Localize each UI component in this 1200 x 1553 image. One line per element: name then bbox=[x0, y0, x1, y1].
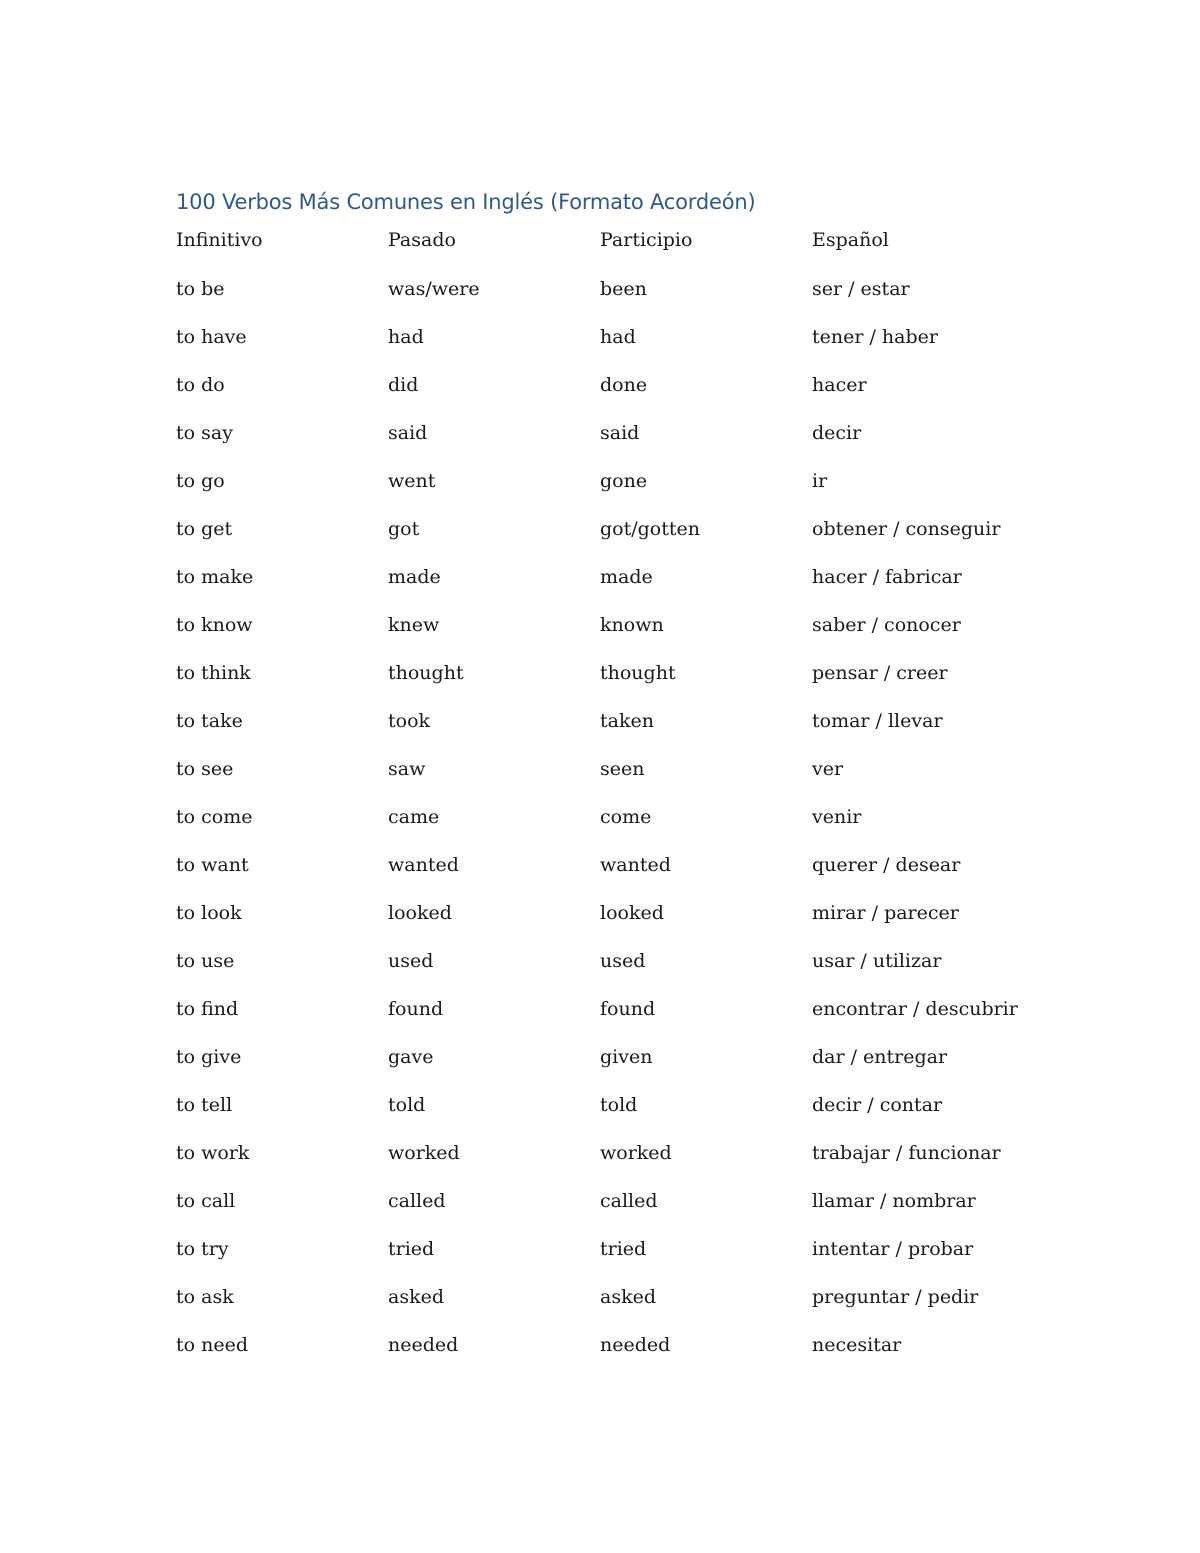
cell-participle: got/gotten bbox=[600, 518, 700, 540]
cell-spanish: mirar / parecer bbox=[812, 902, 959, 924]
cell-participle: taken bbox=[600, 710, 654, 732]
cell-spanish: intentar / probar bbox=[812, 1238, 974, 1260]
cell-spanish: saber / conocer bbox=[812, 614, 961, 636]
cell-participle: tried bbox=[600, 1238, 647, 1260]
cell-participle: seen bbox=[600, 758, 645, 780]
column-header-infinitive: Infinitivo bbox=[176, 229, 263, 251]
cell-spanish: ser / estar bbox=[812, 278, 910, 300]
cell-infinitive: to ask bbox=[176, 1286, 234, 1308]
cell-infinitive: to want bbox=[176, 854, 249, 876]
document-title: 100 Verbos Más Comunes en Inglés (Formato Acordeón) bbox=[176, 190, 756, 214]
cell-infinitive: to take bbox=[176, 710, 243, 732]
cell-past: wanted bbox=[388, 854, 459, 876]
cell-participle: said bbox=[600, 422, 640, 444]
cell-past: was/were bbox=[388, 278, 480, 300]
cell-past: told bbox=[388, 1094, 426, 1116]
table-row bbox=[176, 563, 1024, 611]
verb-rows bbox=[176, 275, 1024, 1379]
cell-participle: been bbox=[600, 278, 647, 300]
cell-infinitive: to go bbox=[176, 470, 225, 492]
cell-participle: called bbox=[600, 1190, 658, 1212]
cell-participle: thought bbox=[600, 662, 676, 684]
cell-past: found bbox=[388, 998, 444, 1020]
cell-spanish: ir bbox=[812, 470, 828, 492]
cell-spanish: llamar / nombrar bbox=[812, 1190, 976, 1212]
cell-infinitive: to think bbox=[176, 662, 251, 684]
cell-spanish: obtener / conseguir bbox=[812, 518, 1001, 540]
cell-infinitive: to look bbox=[176, 902, 242, 924]
cell-past: needed bbox=[388, 1334, 459, 1356]
cell-past: did bbox=[388, 374, 419, 396]
cell-participle: used bbox=[600, 950, 646, 972]
column-header-spanish: Español bbox=[812, 229, 889, 251]
cell-infinitive: to find bbox=[176, 998, 239, 1020]
column-header-participle: Participio bbox=[600, 229, 693, 251]
cell-spanish: pensar / creer bbox=[812, 662, 948, 684]
cell-past: saw bbox=[388, 758, 426, 780]
cell-infinitive: to come bbox=[176, 806, 253, 828]
table-row bbox=[176, 323, 1024, 371]
cell-participle: told bbox=[600, 1094, 638, 1116]
cell-spanish: hacer / fabricar bbox=[812, 566, 962, 588]
cell-infinitive: to have bbox=[176, 326, 247, 348]
cell-past: got bbox=[388, 518, 420, 540]
cell-past: knew bbox=[388, 614, 440, 636]
cell-participle: gone bbox=[600, 470, 648, 492]
cell-participle: made bbox=[600, 566, 653, 588]
cell-past: worked bbox=[388, 1142, 460, 1164]
cell-infinitive: to tell bbox=[176, 1094, 233, 1116]
cell-infinitive: to call bbox=[176, 1190, 236, 1212]
cell-participle: found bbox=[600, 998, 656, 1020]
table-row bbox=[176, 1139, 1024, 1187]
table-row bbox=[176, 1331, 1024, 1379]
cell-participle: looked bbox=[600, 902, 664, 924]
table-row bbox=[176, 659, 1024, 707]
table-row bbox=[176, 1283, 1024, 1331]
cell-participle: needed bbox=[600, 1334, 671, 1356]
cell-spanish: tomar / llevar bbox=[812, 710, 943, 732]
cell-past: looked bbox=[388, 902, 452, 924]
cell-past: took bbox=[388, 710, 431, 732]
cell-infinitive: to do bbox=[176, 374, 225, 396]
cell-past: thought bbox=[388, 662, 464, 684]
cell-past: came bbox=[388, 806, 440, 828]
cell-participle: given bbox=[600, 1046, 653, 1068]
cell-participle: asked bbox=[600, 1286, 656, 1308]
cell-infinitive: to give bbox=[176, 1046, 242, 1068]
cell-infinitive: to say bbox=[176, 422, 233, 444]
cell-past: gave bbox=[388, 1046, 434, 1068]
cell-past: had bbox=[388, 326, 424, 348]
cell-infinitive: to need bbox=[176, 1334, 249, 1356]
table-row bbox=[176, 611, 1024, 659]
cell-participle: done bbox=[600, 374, 648, 396]
cell-spanish: ver bbox=[812, 758, 844, 780]
table-row bbox=[176, 1187, 1024, 1235]
table-row bbox=[176, 947, 1024, 995]
cell-past: asked bbox=[388, 1286, 444, 1308]
cell-spanish: trabajar / funcionar bbox=[812, 1142, 1001, 1164]
cell-infinitive: to get bbox=[176, 518, 233, 540]
cell-past: made bbox=[388, 566, 441, 588]
table-row bbox=[176, 419, 1024, 467]
verb-table bbox=[176, 226, 1024, 1379]
cell-spanish: decir bbox=[812, 422, 862, 444]
table-row bbox=[176, 755, 1024, 803]
cell-infinitive: to work bbox=[176, 1142, 250, 1164]
cell-past: went bbox=[388, 470, 436, 492]
cell-infinitive: to be bbox=[176, 278, 225, 300]
table-row bbox=[176, 899, 1024, 947]
cell-spanish: encontrar / descubrir bbox=[812, 998, 1018, 1020]
cell-spanish: tener / haber bbox=[812, 326, 938, 348]
cell-spanish: querer / desear bbox=[812, 854, 961, 876]
table-row bbox=[176, 995, 1024, 1043]
table-row bbox=[176, 1043, 1024, 1091]
cell-past: said bbox=[388, 422, 428, 444]
cell-infinitive: to use bbox=[176, 950, 235, 972]
cell-spanish: venir bbox=[812, 806, 862, 828]
table-row bbox=[176, 851, 1024, 899]
table-row bbox=[176, 1235, 1024, 1283]
table-row bbox=[176, 275, 1024, 323]
table-row bbox=[176, 1091, 1024, 1139]
cell-participle: come bbox=[600, 806, 652, 828]
column-header-past: Pasado bbox=[388, 229, 456, 251]
cell-past: used bbox=[388, 950, 434, 972]
table-row bbox=[176, 707, 1024, 755]
cell-infinitive: to know bbox=[176, 614, 253, 636]
cell-infinitive: to try bbox=[176, 1238, 229, 1260]
cell-infinitive: to make bbox=[176, 566, 254, 588]
table-row bbox=[176, 371, 1024, 419]
cell-past: tried bbox=[388, 1238, 435, 1260]
cell-spanish: preguntar / pedir bbox=[812, 1286, 979, 1308]
cell-spanish: dar / entregar bbox=[812, 1046, 948, 1068]
table-row bbox=[176, 803, 1024, 851]
cell-spanish: usar / utilizar bbox=[812, 950, 942, 972]
cell-spanish: hacer bbox=[812, 374, 867, 396]
table-header-row bbox=[176, 226, 1024, 275]
cell-infinitive: to see bbox=[176, 758, 234, 780]
cell-participle: known bbox=[600, 614, 664, 636]
cell-spanish: decir / contar bbox=[812, 1094, 943, 1116]
cell-participle: wanted bbox=[600, 854, 671, 876]
table-row bbox=[176, 515, 1024, 563]
cell-spanish: necesitar bbox=[812, 1334, 902, 1356]
table-row bbox=[176, 467, 1024, 515]
cell-past: called bbox=[388, 1190, 446, 1212]
cell-participle: had bbox=[600, 326, 636, 348]
cell-participle: worked bbox=[600, 1142, 672, 1164]
